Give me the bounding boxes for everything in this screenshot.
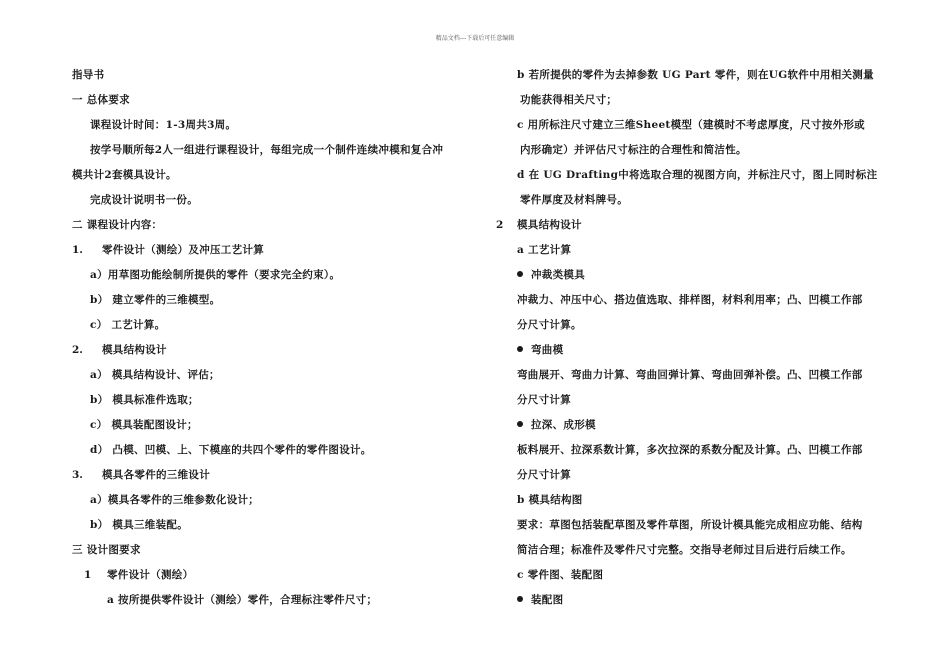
bullet-label: 冲裁类模具 [531,269,585,281]
list-item-cont: 零件厚度及材料牌号。 [520,194,628,206]
paragraph: 分尺寸计算。 [517,319,582,331]
bullet-item [517,268,585,282]
bullet-label: 拉深、成形模 [531,419,596,431]
list-number: 2. [72,344,83,356]
bullet-icon [517,346,523,352]
list-item: c） 工艺计算。 [90,319,166,331]
list-item: c 用所标注尺寸建立三维Sheet模型（建模时不考虑厚度，尺寸按外形或 [517,119,865,131]
list-item: b） 建立零件的三维模型。 [90,294,221,306]
list-item: a） 模具结构设计、评估； [90,369,220,381]
bullet-icon [517,596,523,602]
bullet-item [517,593,563,607]
bullet-icon [517,421,523,427]
list-item: b 若所提供的零件为去掉参数 UG Part 零件，则在UG软件中用相关测量 [517,69,874,81]
section-heading-2: 二 课程设计内容： [72,219,163,231]
paragraph: 按学号顺所每2人一组进行课程设计，每组完成一个制件连续冲模和复合冲 [90,144,444,156]
list-number: 3. [72,469,83,481]
section-heading-1: 一 总体要求 [72,94,130,106]
paragraph: 弯曲展开、弯曲力计算、弯曲回弹计算、弯曲回弹补偿。凸、凹模工作部 [517,369,863,381]
sub-heading: a 工艺计算 [517,244,572,256]
doc-title: 指导书 [72,69,105,81]
bullet-item [517,343,563,357]
list-heading: 模具结构设计 [102,344,167,356]
list-item: a）模具各零件的三维参数化设计； [90,494,260,506]
list-item: c） 模具装配图设计； [90,419,198,431]
list-number: 1. [72,244,83,256]
list-item: a 按所提供零件设计（测绘）零件，合理标注零件尺寸； [107,594,378,606]
list-heading: 零件设计（测绘） [107,569,194,581]
section-heading-3: 三 设计图要求 [72,544,141,556]
list-item: a）用草图功能绘制所提供的零件（要求完全约束）。 [90,269,341,281]
sub-heading: b 模具结构图 [517,494,583,506]
list-item: d 在 UG Drafting中将选取合理的视图方向，并标注尺寸，图上同时标注 [517,169,878,181]
sub-heading: c 零件图、装配图 [517,569,604,581]
list-item: d） 凸模、凹模、上、下模座的共四个零件的零件图设计。 [90,444,372,456]
paragraph: 分尺寸计算 [517,469,571,481]
bullet-item [517,418,596,432]
paragraph: 板料展开、拉深系数计算，多次拉深的系数分配及计算。凸、凹模工作部 [517,444,863,456]
paragraph: 课程设计时间：1-3周共3周。 [90,119,237,131]
paragraph: 简洁合理；标准件及零件尺寸完整。交指导老师过目后进行后续工作。 [517,544,852,556]
list-item: b） 模具三维装配。 [90,519,188,531]
list-item-cont: 功能获得相关尺寸； [520,94,618,106]
bullet-label: 装配图 [531,594,564,606]
list-heading: 模具结构设计 [517,219,582,231]
page-header: 精品文档---下载后可任意编辑 [435,35,515,42]
paragraph: 分尺寸计算 [517,394,571,406]
paragraph: 要求：草图包括装配草图及零件草图，所设计模具能完成相应功能、结构 [517,519,863,531]
list-heading: 零件设计（测绘）及冲压工艺计算 [102,244,264,256]
paragraph: 完成设计说明书一份。 [90,194,198,206]
paragraph: 冲裁力、冲压中心、搭边值选取、排样图，材料利用率；凸、凹模工作部 [517,294,863,306]
bullet-label: 弯曲模 [531,344,564,356]
list-item: b） 模具标准件选取； [90,394,199,406]
list-number: 2 [496,219,504,231]
paragraph: 模共计2套模具设计。 [72,169,177,181]
bullet-icon [517,271,523,277]
list-item-cont: 内形确定）并评估尺寸标注的合理性和简洁性。 [520,144,747,156]
list-number: 1 [84,569,92,581]
list-heading: 模具各零件的三维设计 [102,469,210,481]
